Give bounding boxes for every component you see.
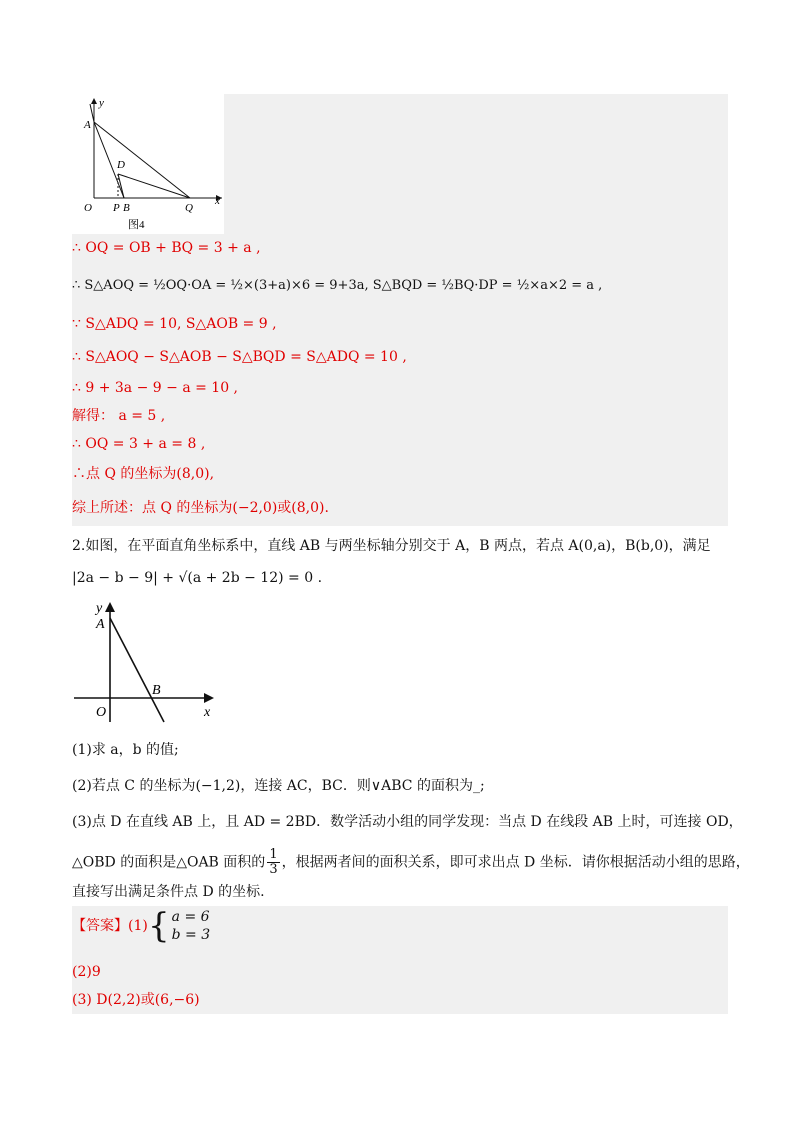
solution-line-5: ∴ 9 + 3a − 9 − a = 10 ,	[72, 380, 239, 396]
fig4-caption: 图4	[128, 219, 145, 231]
solution-line-9: 综上所述：点 Q 的坐标为(−2,0)或(8,0).	[72, 500, 329, 516]
fig2-label-B: B	[152, 683, 161, 698]
solution-line-4: ∴ S△AOQ − S△AOB − S△BQD = S△ADQ = 10 ,	[72, 349, 407, 365]
fig4-label-x: x	[215, 195, 220, 207]
fig2-label-y: y	[96, 601, 103, 616]
fig4-label-B: B	[123, 202, 130, 214]
problem2-stem-line2: |2a − b − 9| + √(a + 2b − 12) = 0 .	[72, 570, 323, 586]
fig4-label-O: O	[84, 202, 92, 214]
fig4-label-Q: Q	[185, 202, 193, 214]
problem2-q1: (1)求 a，b 的值;	[72, 742, 179, 758]
problem2-q2: (2)若点 C 的坐标为(−1,2)，连接 AC，BC．则∨ABC 的面积为_;	[72, 778, 485, 794]
solution-line-7: ∴ OQ = 3 + a = 8 ,	[72, 436, 206, 452]
answer-1-prefix: (1)	[128, 918, 148, 934]
problem2-stem-line1: 2.如图，在平面直角坐标系中，直线 AB 与两坐标轴分别交于 A，B 两点，若点 A(0,a)，B(b,0)，满足	[72, 538, 711, 554]
problem2-q3-line3: 直接写出满足条件点 D 的坐标.	[72, 884, 265, 900]
fig2-label-x: x	[204, 705, 211, 720]
answer-2: (2)9	[72, 964, 101, 980]
problem2-figure-svg	[72, 596, 222, 726]
answer-1-system: { a = 6 b = 3	[148, 906, 211, 946]
answer-tag: 【答案】	[72, 918, 128, 934]
solution-line-2: ∴ S△AOQ = ½OQ·OA = ½×(3+a)×6 = 9+3a, S△BQD = ½BQ·DP = ½×a×2 = a ,	[72, 278, 603, 293]
answer-line-1	[72, 916, 148, 936]
solution-line-1: ∴ OQ = OB + BQ = 3 + a ,	[72, 240, 261, 256]
solution-line-3: ∵ S△ADQ = 10, S△AOB = 9 ,	[72, 316, 277, 332]
fig4-label-y: y	[99, 97, 104, 109]
solution-line-6: 解得： a = 5 ,	[72, 408, 166, 424]
figure-4-svg	[72, 94, 224, 234]
fig4-label-D: D	[117, 159, 125, 171]
problem2-q3-line1: (3)点 D 在直线 AB 上，且 AD = 2BD．数学活动小组的同学发现：当点 D 在线段 AB 上时，可连接 OD，	[72, 814, 743, 830]
fig2-label-O: O	[96, 705, 107, 720]
fig2-label-A: A	[96, 617, 105, 632]
problem2-q3-line2: △OBD 的面积是△OAB 面积的 $\frac{1}{3}$ ，根据两者间的面积关系，即可求出点 D 坐标．请你根据活动小组的思路，	[72, 847, 750, 877]
solution-line-8: ∴点 Q 的坐标为(8,0),	[72, 466, 215, 482]
problem2-figure	[72, 596, 222, 726]
one-third-fraction: $\frac{1}{3}$	[269, 847, 278, 877]
answer-3: (3) D(2,2)或(6,−6)	[72, 992, 200, 1008]
fig4-label-A: A	[84, 119, 91, 131]
fig4-label-P: P	[113, 202, 120, 214]
figure-4	[72, 94, 224, 234]
